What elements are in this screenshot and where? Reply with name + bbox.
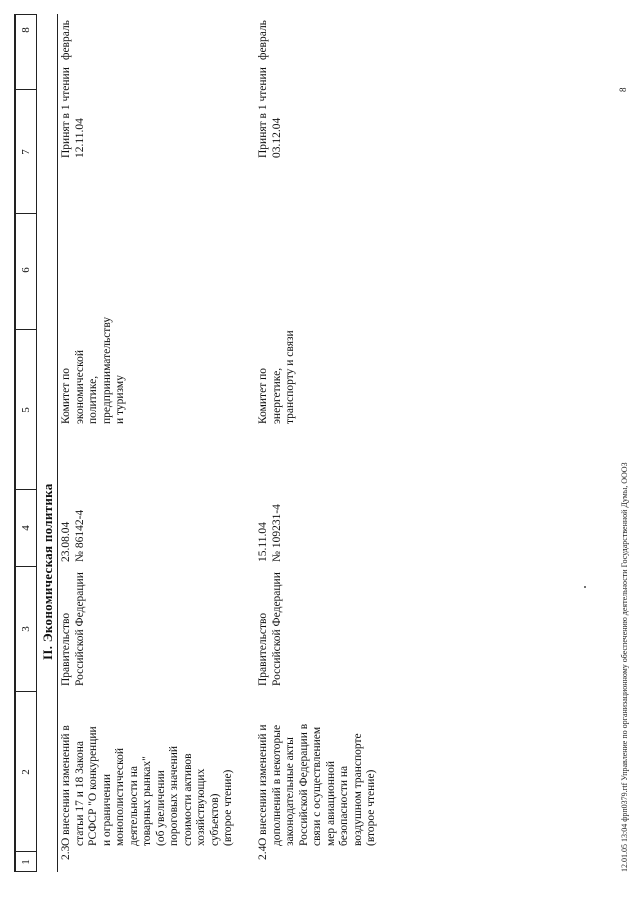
page-footer: 12.01.05 13:04 фрп0379.rtf Управление по организационному обеспечению деятельности Государственной Думы, ОООЗ [620, 462, 629, 872]
section-title-underline [57, 14, 58, 872]
column-number-5: 5 [20, 407, 32, 413]
column-number-6: 6 [20, 267, 32, 273]
column-number-7: 7 [20, 149, 32, 155]
column-number-3: 3 [20, 626, 32, 632]
bill-title: О внесении изменений и дополнений в некоторые законодательные акты Российской Федерации в связи с осуществлением мер авиационной безопасности на воздушном транспорте (второе чтение) [257, 723, 377, 846]
section-title: II. Экономическая политика [40, 483, 55, 660]
committee: Комитет по экономической политике, предпринимательству и туризму [60, 316, 126, 424]
planned-month: февраль [60, 20, 72, 60]
registration-date: 23.08.04 № 86142-4 [60, 509, 86, 562]
table-right-border [14, 14, 37, 15]
col-separator [14, 213, 37, 214]
col-separator [14, 489, 37, 490]
col-separator [14, 691, 37, 692]
column-number-1: 1 [20, 859, 32, 865]
column-number-4: 4 [20, 525, 32, 531]
table-top-border [14, 14, 16, 872]
initiator: Правительство Российской Федерации [60, 572, 86, 686]
col-separator [14, 89, 37, 90]
page-number: 8 [618, 87, 628, 92]
column-number-2: 2 [20, 769, 32, 775]
registration-date: 15.11.04 № 109231-4 [257, 504, 283, 562]
bill-title: О внесении изменений в статьи 17 и 18 Закона РСФСР "О конкуренции и ограничении монополистической деятельности на товарных рынках" (об увеличении пороговых значений стоимости активов хозяйствующих субъектов) (второе чтение) [60, 725, 234, 846]
row-number: 2.3 [60, 845, 72, 860]
col-separator [14, 329, 37, 330]
column-number-8: 8 [20, 27, 32, 33]
scan-speck [584, 586, 586, 588]
committee: Комитет по энергетике, транспорту и связи [257, 330, 296, 424]
planned-month: февраль [257, 20, 269, 60]
row-number: 2.4 [257, 845, 269, 860]
reading-status: Принят в 1 чтении 12.11.04 [60, 67, 86, 158]
initiator: Правительство Российской Федерации [257, 572, 283, 686]
col-separator [14, 566, 37, 567]
header-bottom-border [36, 14, 37, 872]
reading-status: Принят в 1 чтении 03.12.04 [257, 67, 283, 158]
